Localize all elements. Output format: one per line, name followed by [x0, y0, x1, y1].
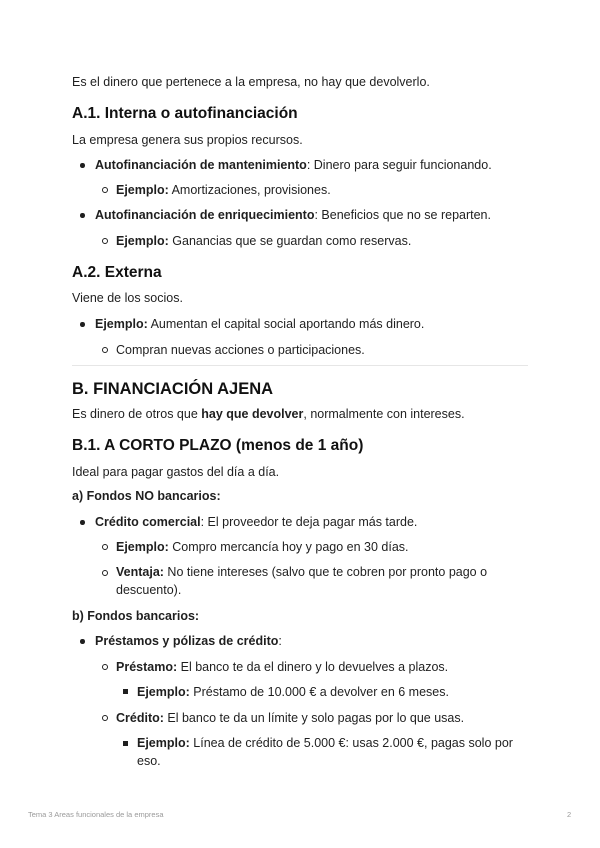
list-item [116, 181, 526, 199]
list-item [95, 156, 525, 174]
item-text: : [278, 634, 282, 648]
item-text: Aumentan el capital social aportando más dinero. [147, 317, 425, 331]
bullet-square-icon [123, 741, 128, 746]
item-label: Crédito comercial [95, 515, 201, 529]
heading-b1: B.1. A CORTO PLAZO (menos de 1 año) [72, 437, 364, 454]
list-item [116, 232, 526, 250]
item-label: Préstamos y pólizas de crédito [95, 634, 279, 648]
list-item [116, 538, 526, 556]
item-text: Ganancias que se guardan como reservas. [168, 234, 412, 248]
a1-description: La empresa genera sus propios recursos. [72, 133, 303, 147]
b1-description: Ideal para pagar gastos del día a día. [72, 465, 280, 479]
footer-title: Tema 3 Areas funcionales de la empresa [28, 810, 164, 819]
list-item [116, 563, 516, 599]
item-label: Ejemplo: [95, 317, 148, 331]
bullet-circle-icon [102, 715, 108, 721]
section-divider [72, 365, 528, 366]
bullet-square-icon [123, 689, 128, 694]
bullet-circle-icon [102, 187, 108, 193]
heading-b: B. FINANCIACIÓN AJENA [72, 380, 274, 398]
item-text: : Dinero para seguir funcionando. [306, 158, 492, 172]
item-label: Ejemplo: [116, 183, 169, 197]
bullet-circle-icon [102, 570, 108, 576]
item-text: : El proveedor te deja pagar más tarde. [200, 515, 418, 529]
intro-paragraph: Es el dinero que pertenece a la empresa, no hay que devolverlo. [72, 75, 430, 89]
item-label: Préstamo: [116, 660, 178, 674]
list-item [95, 632, 525, 650]
item-label: Ventaja: [116, 565, 164, 579]
bullet-disc-icon [80, 322, 85, 327]
bullet-disc-icon [80, 163, 85, 168]
list-item [116, 658, 526, 676]
list-item [137, 683, 527, 701]
bullet-disc-icon [80, 639, 85, 644]
bullet-circle-icon [102, 544, 108, 550]
item-text: Préstamo de 10.000 € a devolver en 6 meses. [189, 685, 449, 699]
list-item [95, 513, 525, 531]
item-label: Autofinanciación de mantenimiento [95, 158, 307, 172]
item-label: Ejemplo: [116, 540, 169, 554]
bullet-circle-icon [102, 238, 108, 244]
item-label: Ejemplo: [137, 736, 190, 750]
item-text: Amortizaciones, provisiones. [168, 183, 331, 197]
list-item [116, 709, 526, 727]
subheading-fondos-bancarios: b) Fondos bancarios: [72, 609, 200, 623]
a2-description: Viene de los socios. [72, 291, 183, 305]
item-label: Ejemplo: [116, 234, 169, 248]
item-label: Autofinanciación de enriquecimiento [95, 208, 315, 222]
b-description: Es dinero de otros que hay que devolver, normalmente con intereses. [72, 407, 465, 421]
bullet-circle-icon [102, 347, 108, 353]
list-item [116, 341, 526, 359]
footer-page-number: 2 [567, 810, 572, 819]
item-text: Compro mercancía hoy y pago en 30 días. [168, 540, 409, 554]
item-label: Ejemplo: [137, 685, 190, 699]
item-label: Crédito: [116, 711, 164, 725]
list-item [137, 734, 527, 770]
bullet-disc-icon [80, 520, 85, 525]
list-item [95, 315, 525, 333]
item-text: Compran nuevas acciones o participaciones. [116, 343, 365, 357]
item-text: : Beneficios que no se reparten. [314, 208, 491, 222]
heading-a1: A.1. Interna o autofinanciación [72, 105, 298, 122]
bullet-disc-icon [80, 213, 85, 218]
heading-a2: A.2. Externa [72, 264, 162, 281]
item-text: No tiene intereses (salvo que te cobren por pronto pago o descuento). [116, 565, 488, 597]
list-item [95, 206, 525, 224]
item-text: Línea de crédito de 5.000 €: usas 2.000 €, pagas solo por eso. [137, 736, 513, 768]
bullet-circle-icon [102, 664, 108, 670]
item-text: El banco te da el dinero y lo devuelves a plazos. [177, 660, 449, 674]
item-text: El banco te da un límite y solo pagas por lo que usas. [163, 711, 465, 725]
subheading-fondos-no-bancarios: a) Fondos NO bancarios: [72, 489, 221, 503]
